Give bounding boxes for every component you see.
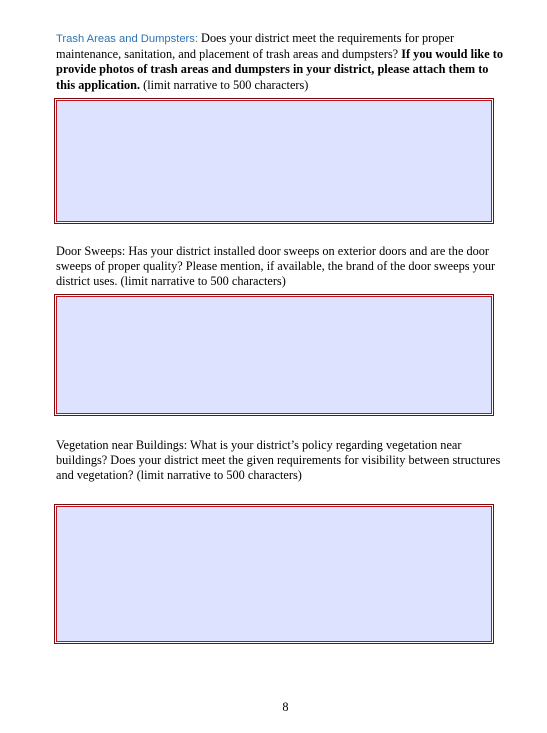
trash-areas-limit-note: (limit narrative to 500 characters) — [140, 77, 309, 92]
trash-areas-question — [56, 31, 506, 93]
trash-areas-photo-instruction: If you would like to provide photos of trash areas and dumpsters in your district, please attach them to this application. — [56, 47, 504, 92]
vegetation-question: Vegetation near Buildings: What is your district’s policy regarding vegetation near buildings? Does your district meet the given requirements for visibility between structures and vegetation? (limit narrative to 500 characters) — [56, 438, 501, 483]
door-sweeps-narrative-field[interactable] — [56, 296, 492, 414]
vegetation-narrative-field[interactable] — [56, 506, 492, 642]
door-sweeps-question: Door Sweeps: Has your district installed door sweeps on exterior doors and are the door sweeps of proper quality? Please mention, if available, the brand of the door sweeps your district uses. (limit narrative to 500 characters) — [56, 244, 496, 289]
trash-areas-question-text: Does your district meet the requirements for proper maintenance, sanitation, and placement of trash areas and dumpsters? — [56, 31, 455, 62]
page-number: 8 — [282, 700, 289, 714]
trash-areas-narrative-field[interactable] — [56, 100, 492, 222]
trash-areas-heading: Trash Areas and Dumpsters: — [56, 33, 198, 45]
